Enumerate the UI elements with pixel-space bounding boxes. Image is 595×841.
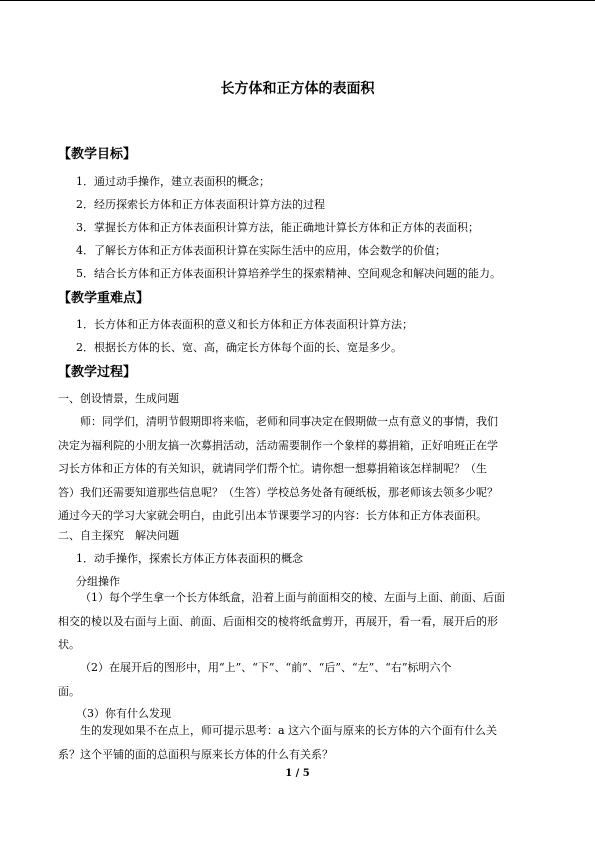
paragraph-line: （1）每个学生拿一个长方体纸盒，沿着上面与前面相交的棱、左面与上面、前面、后面 bbox=[80, 591, 505, 604]
process-part1-title: 一、创设情景，生成问题 bbox=[58, 392, 179, 405]
process-part2-title: 二、自主探究 解决问题 bbox=[58, 529, 179, 542]
goal-item: 2．经历探索长方体和正方体表面积计算方法的过程 bbox=[76, 198, 325, 211]
goal-item: 5．结合长方体和正方体表面积计算培养学生的探索精神、空间观念和解决问题的能力。 bbox=[76, 267, 501, 280]
goal-item: 1．通过动手操作，建立表面积的概念； bbox=[76, 175, 270, 188]
process-step1: 1．动手操作，探索长方体正方体表面积的概念 bbox=[76, 552, 303, 565]
paragraph-line: （2）在展开后的图形中，用“上”、“下”、“前”、“后”、“左”、“右”标明六个 bbox=[80, 661, 452, 674]
key-point-item: 2．根据长方体的长、宽、高，确定长方体每个面的长、宽是多少。 bbox=[76, 341, 402, 354]
section-heading-key-points: 【教学重难点】 bbox=[58, 291, 150, 306]
goal-item: 3．掌握长方体和正方体表面积计算方法，能正确地计算长方体和正方体的表面积； bbox=[76, 221, 479, 234]
operation-3-title: （3）你有什么发现 bbox=[76, 707, 171, 720]
goal-item: 4．了解长方体和正方体表面积计算在实际生活中的应用，体会数学的价值； bbox=[76, 244, 446, 257]
key-point-item: 1．长方体和正方体表面积的意义和长方体和正方体表面积计算方法； bbox=[76, 318, 413, 331]
paragraph-line: 面。 bbox=[58, 684, 80, 698]
document-title: 长方体和正方体的表面积 bbox=[220, 81, 375, 97]
operation-2-paragraph bbox=[58, 656, 542, 703]
paragraph-line: 师：同学们，清明节假期即将来临，老师和同事决定在假期做一点有意义的事情，我们 bbox=[80, 415, 498, 428]
paragraph-line: 习长方体和正方体的有关知识，就请同学们帮个忙。请你想一想募捐箱该怎样制呢？（生 bbox=[58, 462, 487, 476]
page-number: 1 / 5 bbox=[285, 768, 310, 779]
process-part1-paragraph bbox=[58, 410, 542, 528]
paragraph-line: 决定为福利院的小朋友搞一次募捐活动，活动需要制作一个象样的募捐箱，正好咱班正在学 bbox=[58, 438, 498, 452]
group-operation-label: 分组操作 bbox=[76, 575, 120, 588]
paragraph-line: 状。 bbox=[58, 638, 80, 652]
operation-3-paragraph bbox=[58, 719, 542, 766]
section-heading-goals: 【教学目标】 bbox=[58, 147, 137, 162]
section-heading-process: 【教学过程】 bbox=[58, 365, 137, 380]
paragraph-line: 生的发现如果不在点上，师可提示思考：a 这六个面与原来的长方体的六个面有什么关 bbox=[80, 724, 498, 737]
paragraph-line: 相交的棱以及右面与上面、前面、后面相交的棱将纸盒剪开，再展开，看一看，展开后的形 bbox=[58, 614, 498, 628]
operation-1-paragraph bbox=[58, 586, 542, 657]
paragraph-line: 通过今天的学习大家就会明白，由此引出本节课要学习的内容：长方体和正方体表面积。 bbox=[58, 509, 487, 523]
paragraph-line: 系？这个平铺的面的总面积与原来长方体的什么有关系？ bbox=[58, 747, 333, 761]
paragraph-line: 答）我们还需要知道那些信息呢？（生答）学校总务处备有硬纸板，那老师该去领多少呢？ bbox=[58, 485, 498, 499]
